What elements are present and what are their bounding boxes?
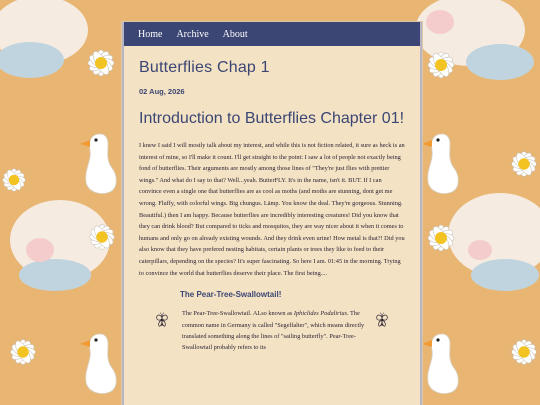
daisy-flower-icon — [80, 215, 124, 259]
butterfly-icon — [376, 312, 388, 328]
post-body-paragraph: I knew I said I will mostly talk about my interest, and while this is not fiction related, it sure as heck is an interest of mine, so I'll make it count. I'll get straight to the point: I saw a lot of people not exactly being fond of butterflies. Their arguments are mostly among those lines of "They're just flies with prettier wings." And what do I say to that? Well...yeah. ButterFLY. It's in the name, isn't it. BUT. If I can convince even a single one that butterflies are as cool as moths (and moths are stunning, dont get me wrong. Fluffy, with colorful wings. Big chungus. Lämp. You know the deal. They're gorgeous. Stunning. Beautiful.) then I am happy. Because butterflies are incredibly interesting creatures! Did you know that they can drink blood? But compared to ticks and mosquitos, they are way nicer about it when it comes to humans and only go on already existing wounds. And they drink even urine! How metal is that?! Did you also know that they have prefered nesting habitats, certain plants or trees they like to feed to their caterpillars, depending on the species? It's super fascinating. So here I am. 01:45 in the morning. Trying to convince the world that butterflies deserve their place. The first being.... — [139, 142, 405, 277]
goose-icon — [420, 130, 462, 200]
goose-icon — [420, 330, 462, 400]
post-date: 02 Aug, 2026 — [139, 87, 185, 96]
nav-archive-link[interactable]: Archive — [176, 28, 209, 40]
goose-icon — [78, 130, 120, 200]
section-paragraph: The Pear-Tree-Swallowtail. ALso known as Iphiclides Podalirius. The common name in Germany is called "Segelfalter", which means directly translated something along the lines of "sailing butterfly". Pear-Tree-Swallowtail probably refers to its — [182, 310, 365, 352]
daisy-flower-icon — [418, 42, 464, 88]
section-heading: The Pear-Tree-Swallowtail! — [180, 290, 282, 300]
goose-icon — [78, 330, 120, 400]
blog-title: Butterflies Chap 1 — [139, 59, 270, 76]
butterfly-icon — [156, 312, 168, 328]
daisy-flower-icon — [78, 40, 124, 86]
section-row — [139, 308, 405, 354]
daisy-flower-icon — [0, 160, 34, 200]
scientific-name: Iphiclides Podalirius — [293, 310, 347, 318]
top-nav — [124, 22, 420, 46]
post-content — [124, 59, 420, 354]
post-title: Introduction to Butterflies Chapter 01! — [139, 110, 405, 127]
daisy-flower-icon — [502, 330, 540, 374]
nav-about-link[interactable]: About — [222, 28, 248, 40]
blog-page — [122, 22, 422, 405]
daisy-flower-icon — [418, 215, 464, 261]
nav-home-link[interactable]: Home — [138, 28, 163, 40]
daisy-flower-icon — [502, 142, 540, 186]
daisy-flower-icon — [1, 330, 45, 374]
